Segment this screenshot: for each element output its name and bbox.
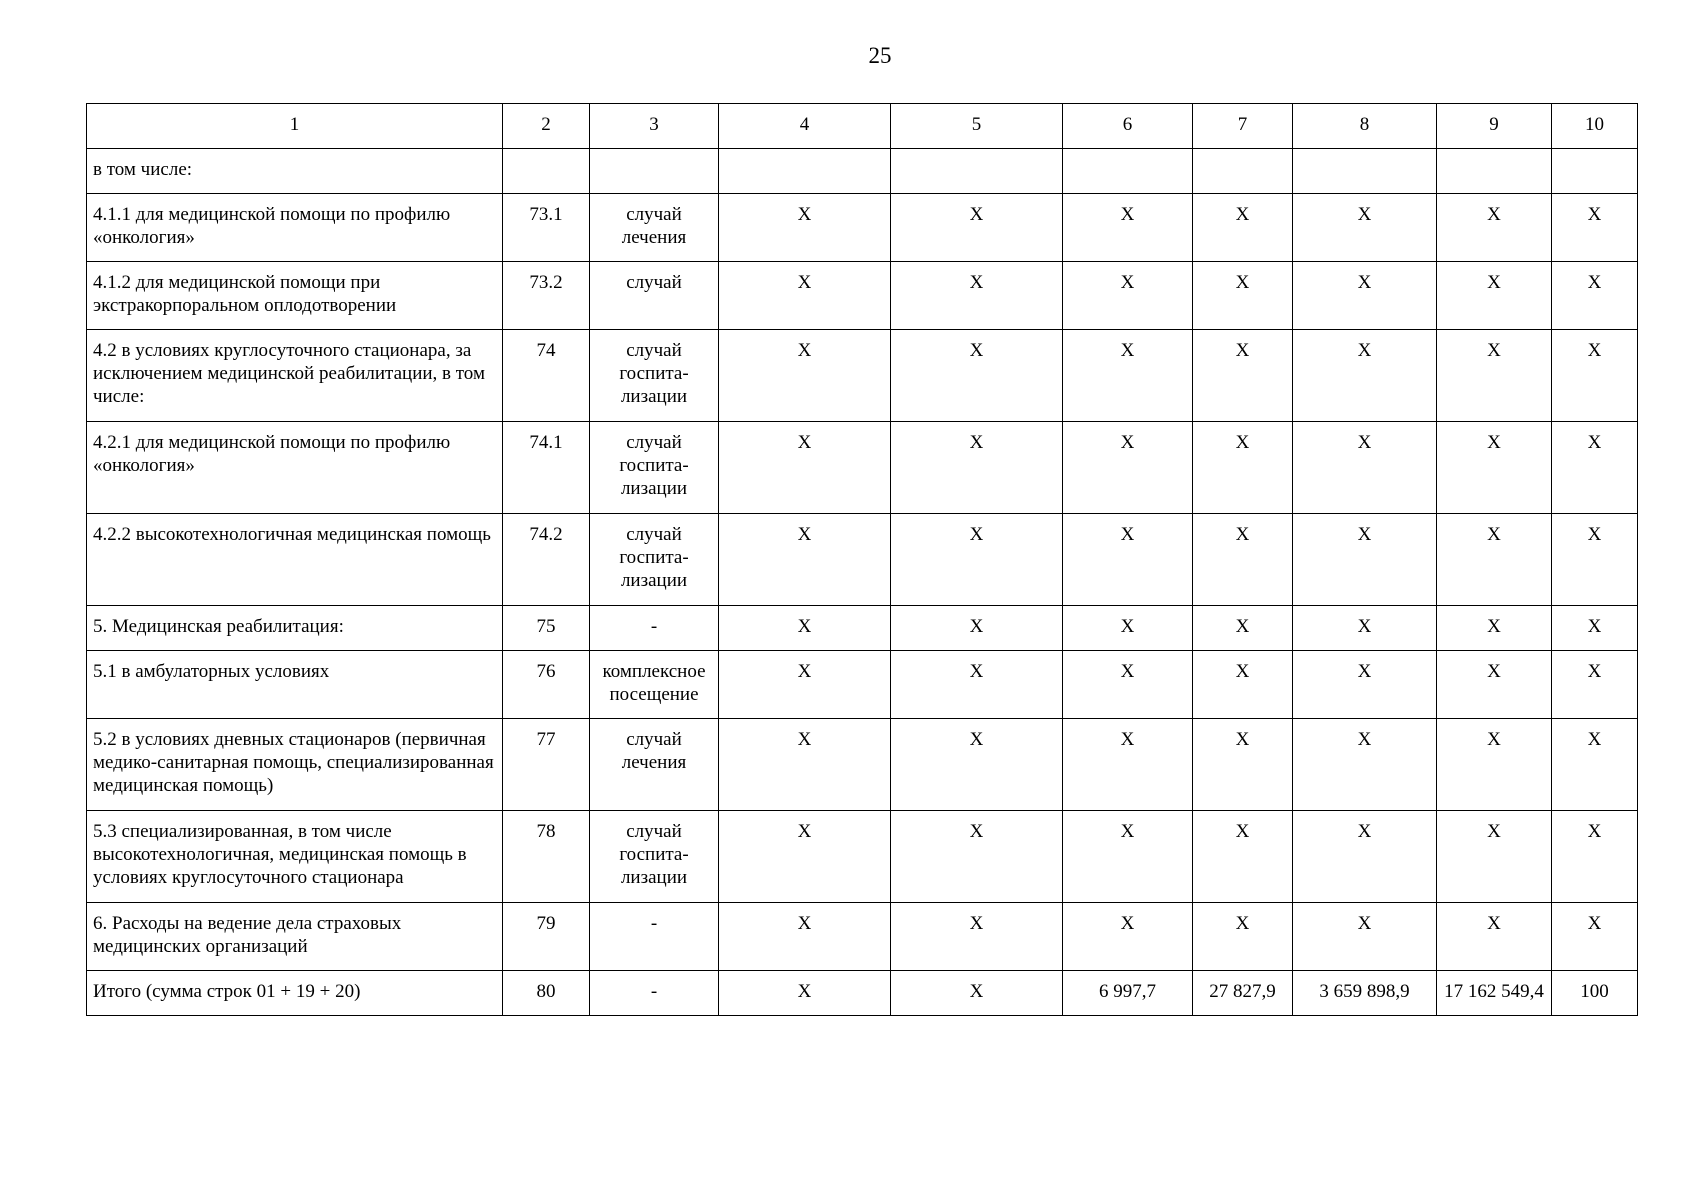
table-cell: 100: [1552, 971, 1638, 1016]
table-cell: Х: [1437, 330, 1552, 422]
table-cell: 74: [503, 330, 590, 422]
row-label-cell: 4.1.1 для медицинской помощи по профилю «онкология»: [87, 194, 503, 262]
table-row: [87, 149, 1638, 194]
header-cell: 10: [1552, 104, 1638, 149]
row-label-cell: 4.1.2 для медицинской помощи при экстракорпоральном оплодотворении: [87, 262, 503, 330]
table-cell: 73.2: [503, 262, 590, 330]
row-label-cell: 5. Медицинская реабилитация:: [87, 606, 503, 651]
table-cell: Х: [1063, 194, 1193, 262]
row-label-cell: 5.1 в амбулаторных условиях: [87, 651, 503, 719]
table-cell: Х: [891, 422, 1063, 514]
row-label-cell: 5.3 специализированная, в том числе высокотехнологичная, медицинская помощь в условиях круглосуточного стационара: [87, 811, 503, 903]
table-row: [87, 514, 1638, 606]
table-cell: 6 997,7: [1063, 971, 1193, 1016]
table-cell: [1437, 149, 1552, 194]
table-cell: Х: [891, 330, 1063, 422]
table-cell: Х: [1437, 606, 1552, 651]
row-label-cell: 4.2.1 для медицинской помощи по профилю «онкология»: [87, 422, 503, 514]
table-cell: 76: [503, 651, 590, 719]
table-cell: [719, 149, 891, 194]
table-cell: Х: [1063, 330, 1193, 422]
table-cell: [891, 149, 1063, 194]
table-cell: 27 827,9: [1193, 971, 1293, 1016]
table-cell: Х: [1552, 719, 1638, 811]
header-cell: 7: [1193, 104, 1293, 149]
table-cell: Х: [1293, 194, 1437, 262]
table-row: [87, 422, 1638, 514]
table-row: [87, 330, 1638, 422]
table-cell: Х: [1437, 194, 1552, 262]
table-cell: Х: [719, 811, 891, 903]
table-cell: Х: [1437, 262, 1552, 330]
table-cell: случай лечения: [590, 719, 719, 811]
row-label-cell: 4.2.2 высокотехнологичная медицинская помощь: [87, 514, 503, 606]
table-row: [87, 903, 1638, 971]
table-cell: 74.1: [503, 422, 590, 514]
table-cell: Х: [1552, 194, 1638, 262]
table-cell: случай госпита-лизации: [590, 811, 719, 903]
table-cell: Х: [1193, 651, 1293, 719]
table-cell: Х: [1552, 606, 1638, 651]
table-cell: случай госпита-лизации: [590, 422, 719, 514]
table-cell: Х: [1293, 514, 1437, 606]
table-cell: Х: [1293, 651, 1437, 719]
table-cell: Х: [1293, 262, 1437, 330]
data-table: [86, 103, 1638, 1016]
table-cell: 77: [503, 719, 590, 811]
table-cell: [1063, 149, 1193, 194]
table-cell: Х: [1552, 262, 1638, 330]
table-cell: комплексное посещение: [590, 651, 719, 719]
table-cell: Х: [1552, 422, 1638, 514]
header-cell: 1: [87, 104, 503, 149]
table-cell: Х: [1437, 811, 1552, 903]
table-cell: Х: [891, 651, 1063, 719]
row-label-cell: 5.2 в условиях дневных стационаров (первичная медико-санитарная помощь, специализированная медицинская помощь): [87, 719, 503, 811]
table-cell: Х: [1063, 651, 1193, 719]
table-cell: Х: [1437, 651, 1552, 719]
table-row: [87, 262, 1638, 330]
table-cell: Х: [719, 514, 891, 606]
table-cell: -: [590, 971, 719, 1016]
table-row: [87, 194, 1638, 262]
header-cell: 5: [891, 104, 1063, 149]
table-cell: Х: [1063, 606, 1193, 651]
table-row: [87, 606, 1638, 651]
table-row: [87, 811, 1638, 903]
table-row: [87, 719, 1638, 811]
table-cell: 78: [503, 811, 590, 903]
table-cell: Х: [1293, 422, 1437, 514]
table-cell: Х: [1437, 422, 1552, 514]
table-cell: [1193, 149, 1293, 194]
table-cell: Х: [719, 719, 891, 811]
table-cell: Х: [719, 194, 891, 262]
table-cell: Х: [1293, 903, 1437, 971]
table-cell: Х: [891, 514, 1063, 606]
table-cell: Х: [719, 330, 891, 422]
table-cell: Х: [1063, 514, 1193, 606]
table-cell: 79: [503, 903, 590, 971]
header-cell: 6: [1063, 104, 1193, 149]
table-cell: Х: [719, 903, 891, 971]
table-cell: Х: [891, 971, 1063, 1016]
table-cell: Х: [1063, 811, 1193, 903]
table-cell: Х: [1293, 330, 1437, 422]
table-cell: случай: [590, 262, 719, 330]
table-cell: Х: [719, 262, 891, 330]
table-cell: Х: [1193, 903, 1293, 971]
row-label-cell: в том числе:: [87, 149, 503, 194]
table-cell: Х: [891, 719, 1063, 811]
table-row: [87, 971, 1638, 1016]
table-cell: Х: [1552, 330, 1638, 422]
page-number: 25: [868, 43, 892, 68]
table-cell: 80: [503, 971, 590, 1016]
table-cell: Х: [1193, 330, 1293, 422]
table-cell: [1293, 149, 1437, 194]
table-cell: 75: [503, 606, 590, 651]
table-cell: Х: [1063, 262, 1193, 330]
row-label-cell: 4.2 в условиях круглосуточного стационара, за исключением медицинской реабилитации, в том числе:: [87, 330, 503, 422]
table-cell: 17 162 549,4: [1437, 971, 1552, 1016]
table-cell: Х: [891, 606, 1063, 651]
table-cell: Х: [1552, 903, 1638, 971]
table-cell: -: [590, 606, 719, 651]
table-cell: Х: [1437, 719, 1552, 811]
header-cell: 9: [1437, 104, 1552, 149]
row-label-cell: 6. Расходы на ведение дела страховых медицинских организаций: [87, 903, 503, 971]
table-cell: случай лечения: [590, 194, 719, 262]
table-cell: Х: [891, 194, 1063, 262]
table-cell: Х: [1552, 811, 1638, 903]
table-cell: [1552, 149, 1638, 194]
table-cell: 73.1: [503, 194, 590, 262]
header-cell: 8: [1293, 104, 1437, 149]
table-row: [87, 651, 1638, 719]
table-cell: Х: [719, 651, 891, 719]
table-cell: [590, 149, 719, 194]
table-cell: Х: [1552, 514, 1638, 606]
table-cell: Х: [1193, 422, 1293, 514]
table-cell: -: [590, 903, 719, 971]
table-cell: Х: [1063, 903, 1193, 971]
table-cell: Х: [1437, 514, 1552, 606]
table-cell: 74.2: [503, 514, 590, 606]
table-cell: Х: [1293, 811, 1437, 903]
table-cell: Х: [1193, 514, 1293, 606]
header-cell: 2: [503, 104, 590, 149]
table-cell: [503, 149, 590, 194]
table-cell: Х: [1293, 606, 1437, 651]
table-cell: Х: [1193, 194, 1293, 262]
table-cell: Х: [1063, 719, 1193, 811]
table-cell: Х: [891, 262, 1063, 330]
table-cell: Х: [719, 971, 891, 1016]
table-cell: Х: [1193, 811, 1293, 903]
table-cell: Х: [891, 903, 1063, 971]
table-cell: Х: [1552, 651, 1638, 719]
table-cell: Х: [1063, 422, 1193, 514]
header-cell: 3: [590, 104, 719, 149]
table-cell: Х: [719, 606, 891, 651]
table-cell: случай госпита-лизации: [590, 514, 719, 606]
table-cell: Х: [719, 422, 891, 514]
table-header-row: [87, 104, 1638, 149]
table-cell: Х: [1193, 719, 1293, 811]
table-cell: 3 659 898,9: [1293, 971, 1437, 1016]
table-cell: случай госпита-лизации: [590, 330, 719, 422]
table-cell: Х: [1293, 719, 1437, 811]
table-cell: Х: [1437, 903, 1552, 971]
header-cell: 4: [719, 104, 891, 149]
table-cell: Х: [891, 811, 1063, 903]
table-cell: Х: [1193, 262, 1293, 330]
table-cell: Х: [1193, 606, 1293, 651]
row-label-cell: Итого (сумма строк 01 + 19 + 20): [87, 971, 503, 1016]
